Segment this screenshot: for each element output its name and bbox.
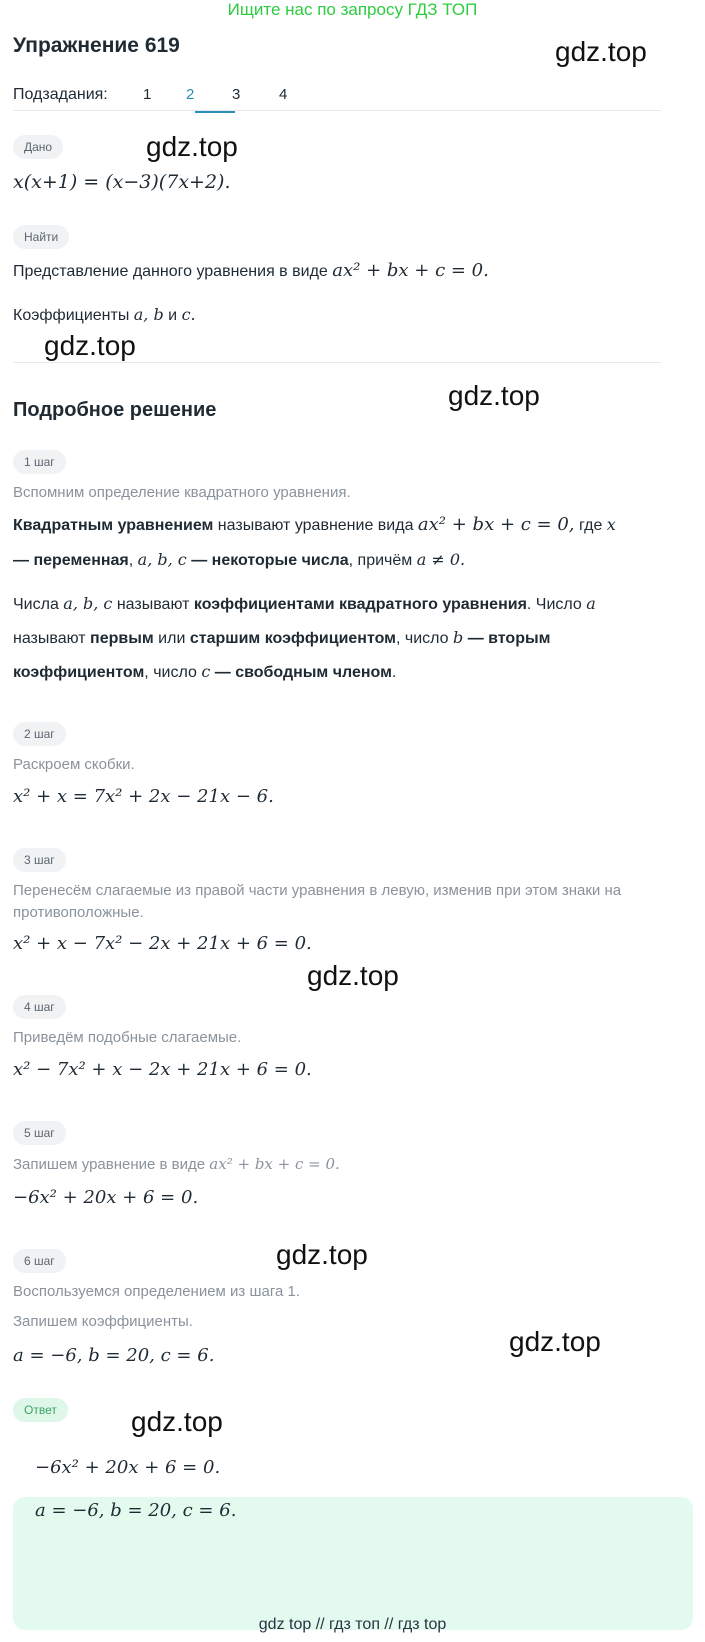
step-1-paragraph-2b: называют первым или старшим коэффициентом, число b — вторым: [13, 628, 551, 647]
watermark: gdz.top: [131, 1406, 223, 1437]
watermark: gdz.top: [555, 36, 647, 67]
step-3-note: Перенесём слагаемые из правой части уравнения в левую, изменив при этом знаки на противоположные.: [13, 882, 622, 921]
answer-line-2: a = −6, b = 20, c = 6.: [35, 1500, 237, 1521]
subtask-tab-1[interactable]: 1: [143, 86, 152, 103]
step-5-equation: −6x² + 20x + 6 = 0.: [13, 1187, 199, 1208]
divider: [13, 362, 661, 363]
watermark: gdz.top: [448, 380, 540, 411]
subtask-tab-3[interactable]: 3: [232, 86, 241, 103]
step-2-equation: x² + x = 7x² + 2x − 21x − 6.: [13, 786, 274, 807]
watermark: gdz.top: [307, 960, 399, 991]
step-6-pill: 6 шаг: [13, 1249, 66, 1273]
bottom-watermark: gdz top // гдз топ // гдз top: [258, 1616, 447, 1633]
step-6-equation: a = −6, b = 20, c = 6.: [13, 1345, 215, 1366]
divider: [13, 110, 661, 111]
step-5-pill: 5 шаг: [13, 1121, 66, 1145]
step-6-note: Воспользуемся определением из шага 1.: [13, 1283, 300, 1300]
step-3-equation: x² + x − 7x² − 2x + 21x + 6 = 0.: [13, 933, 312, 954]
answer-line-1: −6x² + 20x + 6 = 0.: [35, 1457, 221, 1478]
subtask-tab-2[interactable]: 2: [186, 86, 195, 103]
solution-title: Подробное решение: [13, 399, 217, 421]
step-3-pill: 3 шаг: [13, 848, 66, 872]
active-tab-underline: [195, 111, 235, 113]
subtasks-label: Подзадания:: [13, 86, 108, 103]
step-1-paragraph-1b: — переменная, a, b, c — некоторые числа, причём a ≠ 0.: [13, 550, 466, 569]
step-1-paragraph-2c: коэффициентом, число c — свободным членом.: [13, 662, 397, 681]
step-1-pill: 1 шаг: [13, 450, 66, 474]
answer-pill: Ответ: [13, 1398, 68, 1422]
step-1-note: Вспомним определение квадратного уравнения.: [13, 484, 351, 501]
page-title: Упражнение 619: [13, 34, 180, 57]
step-1-paragraph-1: Квадратным уравнением называют уравнение вида ax² + bx + c = 0, где x: [13, 514, 616, 535]
find-pill: Найти: [13, 225, 69, 249]
step-4-pill: 4 шаг: [13, 995, 66, 1019]
step-4-note: Приведём подобные слагаемые.: [13, 1029, 242, 1046]
find-line-2: Коэффициенты a, b и c.: [13, 305, 196, 324]
step-5-note: Запишем уравнение в виде ax² + bx + c = 0.: [13, 1155, 340, 1173]
subtask-tab-4[interactable]: 4: [279, 86, 288, 103]
watermark: gdz.top: [509, 1326, 601, 1357]
step-2-pill: 2 шаг: [13, 722, 66, 746]
watermark: gdz.top: [44, 330, 136, 361]
step-2-note: Раскроем скобки.: [13, 756, 135, 773]
find-line-1: Представление данного уравнения в виде ax² + bx + c = 0.: [13, 260, 489, 281]
top-banner: Ищите нас по запросу ГДЗ ТОП: [227, 0, 478, 19]
given-equation: x(x+1) = (x−3)(7x+2).: [13, 171, 231, 193]
step-4-equation: x² − 7x² + x − 2x + 21x + 6 = 0.: [13, 1059, 312, 1080]
step-6-note-2: Запишем коэффициенты.: [13, 1313, 193, 1330]
given-pill: Дано: [13, 135, 63, 159]
step-1-paragraph-2: Числа a, b, c называют коэффициентами квадратного уравнения. Число a: [13, 594, 596, 613]
watermark: gdz.top: [146, 131, 238, 162]
watermark: gdz.top: [276, 1239, 368, 1270]
